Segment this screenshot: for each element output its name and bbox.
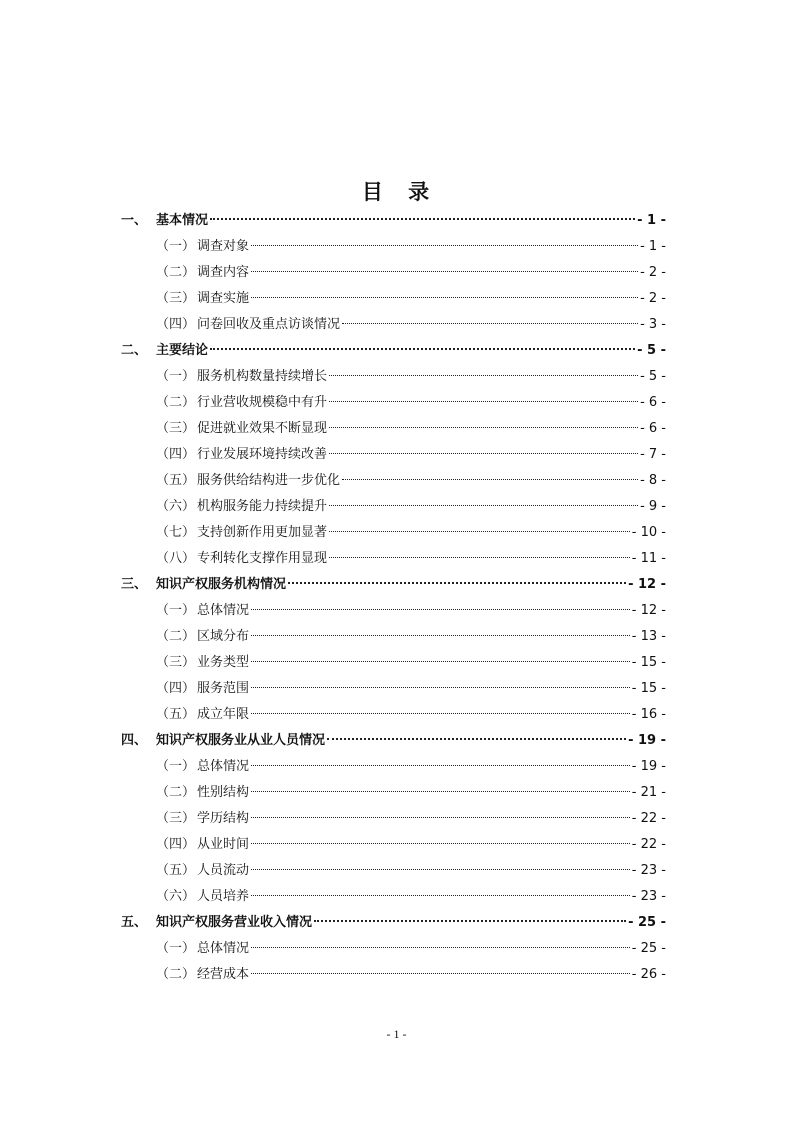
toc-entry-page-number: - 19 - bbox=[628, 733, 666, 748]
toc-section-entry[interactable] bbox=[121, 468, 666, 494]
dot-leader bbox=[251, 609, 630, 610]
toc-entry-number: （一） bbox=[156, 239, 196, 254]
toc-entry-page-number: - 13 - bbox=[631, 629, 666, 644]
dot-leader bbox=[251, 245, 638, 246]
dot-leader bbox=[251, 973, 630, 974]
toc-entry-number: （二） bbox=[156, 785, 196, 800]
dot-leader bbox=[251, 947, 630, 948]
toc-entry-label: 调查对象 bbox=[197, 239, 250, 254]
toc-section-entry[interactable] bbox=[121, 832, 666, 858]
toc-entry-page-number: - 10 - bbox=[631, 525, 666, 540]
toc-entry-page-number: - 8 - bbox=[640, 473, 666, 488]
toc-chapter-entry[interactable] bbox=[121, 910, 666, 936]
toc-section-entry[interactable] bbox=[121, 780, 666, 806]
toc-entry-number: （四） bbox=[156, 837, 196, 852]
toc-entry-number: （五） bbox=[156, 863, 196, 878]
toc-section-entry[interactable] bbox=[121, 442, 666, 468]
dot-leader bbox=[251, 713, 630, 714]
toc-entry-label: 调查内容 bbox=[197, 265, 250, 280]
toc-entry-page-number: - 16 - bbox=[631, 707, 666, 722]
toc-entry-label: 调查实施 bbox=[197, 291, 250, 306]
toc-entry-page-number: - 1 - bbox=[637, 213, 666, 228]
toc-entry-label: 知识产权服务营业收入情况 bbox=[156, 915, 313, 930]
dot-leader bbox=[251, 765, 630, 766]
toc-section-entry[interactable] bbox=[121, 260, 666, 286]
toc-entry-label: 成立年限 bbox=[197, 707, 250, 722]
dot-leader bbox=[251, 635, 630, 636]
toc-section-entry[interactable] bbox=[121, 234, 666, 260]
toc-entry-label: 人员流动 bbox=[197, 863, 250, 878]
toc-entry-number: 四、 bbox=[121, 733, 148, 748]
dot-leader bbox=[329, 453, 638, 454]
toc-entry-page-number: - 5 - bbox=[637, 343, 666, 358]
toc-entry-label: 问卷回收及重点访谈情况 bbox=[197, 317, 341, 332]
dot-leader bbox=[329, 427, 638, 428]
toc-entry-page-number: - 23 - bbox=[631, 889, 666, 904]
toc-entry-number: （二） bbox=[156, 265, 196, 280]
toc-entry-page-number: - 21 - bbox=[631, 785, 666, 800]
toc-chapter-entry[interactable] bbox=[121, 338, 666, 364]
toc-entry-number: （三） bbox=[156, 421, 196, 436]
toc-entry-page-number: - 7 - bbox=[640, 447, 666, 462]
toc-entry-number: （六） bbox=[156, 499, 196, 514]
toc-entry-label: 支持创新作用更加显著 bbox=[197, 525, 328, 540]
toc-entry-label: 业务类型 bbox=[197, 655, 250, 670]
toc-section-entry[interactable] bbox=[121, 520, 666, 546]
toc-entry-label: 总体情况 bbox=[197, 603, 250, 618]
dot-leader bbox=[329, 401, 638, 402]
toc-entry-number: （四） bbox=[156, 681, 196, 696]
toc-entry-page-number: - 22 - bbox=[631, 837, 666, 852]
dot-leader bbox=[327, 738, 626, 740]
dot-leader bbox=[314, 920, 626, 922]
toc-entry-page-number: - 22 - bbox=[631, 811, 666, 826]
toc-entry-number: （一） bbox=[156, 759, 196, 774]
toc-entry-label: 行业发展环境持续改善 bbox=[197, 447, 328, 462]
toc-section-entry[interactable] bbox=[121, 312, 666, 338]
dot-leader bbox=[329, 505, 638, 506]
toc-entry-page-number: - 6 - bbox=[640, 421, 666, 436]
dot-leader bbox=[251, 687, 630, 688]
toc-entry-label: 总体情况 bbox=[197, 759, 250, 774]
toc-entry-page-number: - 5 - bbox=[640, 369, 666, 384]
toc-entry-label: 基本情况 bbox=[156, 213, 209, 228]
toc-entry-label: 专利转化支撑作用显现 bbox=[197, 551, 328, 566]
toc-entry-label: 知识产权服务业从业人员情况 bbox=[156, 733, 326, 748]
toc-section-entry[interactable] bbox=[121, 806, 666, 832]
toc-section-entry[interactable] bbox=[121, 390, 666, 416]
toc-section-entry[interactable] bbox=[121, 624, 666, 650]
toc-entry-number: （三） bbox=[156, 655, 196, 670]
toc-entry-page-number: - 3 - bbox=[640, 317, 666, 332]
toc-entry-number: （二） bbox=[156, 395, 196, 410]
toc-entry-number: 二、 bbox=[121, 343, 148, 358]
dot-leader bbox=[251, 895, 630, 896]
dot-leader bbox=[329, 557, 630, 558]
toc-entry-number: 五、 bbox=[121, 915, 148, 930]
toc-entry-number: 一、 bbox=[121, 213, 148, 228]
dot-leader bbox=[342, 479, 638, 480]
dot-leader bbox=[251, 661, 630, 662]
dot-leader bbox=[210, 348, 635, 350]
dot-leader bbox=[251, 843, 630, 844]
toc-section-entry[interactable] bbox=[121, 598, 666, 624]
toc-entry-page-number: - 6 - bbox=[640, 395, 666, 410]
toc-entry-page-number: - 15 - bbox=[631, 655, 666, 670]
toc-entry-page-number: - 15 - bbox=[631, 681, 666, 696]
toc-entry-page-number: - 25 - bbox=[631, 941, 666, 956]
toc-entry-page-number: - 2 - bbox=[640, 265, 666, 280]
toc-section-entry[interactable] bbox=[121, 676, 666, 702]
toc-entry-number: （五） bbox=[156, 473, 196, 488]
toc-entry-page-number: - 11 - bbox=[631, 551, 666, 566]
toc-section-entry[interactable] bbox=[121, 364, 666, 390]
toc-entry-label: 主要结论 bbox=[156, 343, 209, 358]
dot-leader bbox=[288, 582, 626, 584]
toc-entry-page-number: - 1 - bbox=[640, 239, 666, 254]
toc-chapter-entry[interactable] bbox=[121, 572, 666, 598]
toc-entry-number: （六） bbox=[156, 889, 196, 904]
toc-entry-label: 知识产权服务机构情况 bbox=[156, 577, 287, 592]
toc-entry-number: （一） bbox=[156, 603, 196, 618]
dot-leader bbox=[210, 218, 635, 220]
dot-leader bbox=[329, 531, 630, 532]
toc-entry-number: （三） bbox=[156, 291, 196, 306]
toc-entry-number: （三） bbox=[156, 811, 196, 826]
toc-entry-page-number: - 2 - bbox=[640, 291, 666, 306]
toc-entry-number: （四） bbox=[156, 317, 196, 332]
toc-chapter-entry[interactable] bbox=[121, 208, 666, 234]
toc-chapter-entry[interactable] bbox=[121, 728, 666, 754]
toc-section-entry[interactable] bbox=[121, 962, 666, 988]
toc-section-entry[interactable] bbox=[121, 494, 666, 520]
toc-section-entry[interactable] bbox=[121, 416, 666, 442]
dot-leader bbox=[251, 869, 630, 870]
toc-entry-label: 学历结构 bbox=[197, 811, 250, 826]
toc-entry-label: 人员培养 bbox=[197, 889, 250, 904]
dot-leader bbox=[251, 817, 630, 818]
toc-entry-page-number: - 12 - bbox=[628, 577, 666, 592]
toc-section-entry[interactable] bbox=[121, 884, 666, 910]
dot-leader bbox=[251, 271, 638, 272]
toc-entry-page-number: - 23 - bbox=[631, 863, 666, 878]
toc-section-entry[interactable] bbox=[121, 754, 666, 780]
toc-section-entry[interactable] bbox=[121, 546, 666, 572]
dot-leader bbox=[251, 791, 630, 792]
toc-entry-page-number: - 19 - bbox=[631, 759, 666, 774]
toc-entry-label: 促进就业效果不断显现 bbox=[197, 421, 328, 436]
toc-entry-page-number: - 12 - bbox=[631, 603, 666, 618]
toc-entry-label: 从业时间 bbox=[197, 837, 250, 852]
dot-leader bbox=[251, 297, 638, 298]
toc-entry-label: 性别结构 bbox=[197, 785, 250, 800]
toc-section-entry[interactable] bbox=[121, 286, 666, 312]
toc-entry-number: （五） bbox=[156, 707, 196, 722]
toc-entry-label: 服务范围 bbox=[197, 681, 250, 696]
toc-entry-page-number: - 25 - bbox=[628, 915, 666, 930]
toc-section-entry[interactable] bbox=[121, 650, 666, 676]
toc-entry-label: 经营成本 bbox=[197, 967, 250, 982]
toc-entry-page-number: - 26 - bbox=[631, 967, 666, 982]
toc-entry-number: （四） bbox=[156, 447, 196, 462]
toc-entry-number: 三、 bbox=[121, 577, 148, 592]
toc-entry-number: （二） bbox=[156, 629, 196, 644]
toc-section-entry[interactable] bbox=[121, 858, 666, 884]
toc-entry-number: （八） bbox=[156, 551, 196, 566]
toc-entry-number: （二） bbox=[156, 967, 196, 982]
toc-entry-number: （七） bbox=[156, 525, 196, 540]
toc-entry-label: 服务供给结构进一步优化 bbox=[197, 473, 341, 488]
toc-entry-label: 区域分布 bbox=[197, 629, 250, 644]
toc-entry-label: 总体情况 bbox=[197, 941, 250, 956]
toc-section-entry[interactable] bbox=[121, 702, 666, 728]
footer-page-number: - 1 - bbox=[386, 1027, 407, 1041]
toc-entry-number: （一） bbox=[156, 941, 196, 956]
dot-leader bbox=[342, 323, 638, 324]
table-of-contents bbox=[121, 208, 666, 988]
toc-section-entry[interactable] bbox=[121, 936, 666, 962]
page-title: 目 录 bbox=[361, 180, 432, 204]
toc-entry-page-number: - 9 - bbox=[640, 499, 666, 514]
toc-entry-label: 机构服务能力持续提升 bbox=[197, 499, 328, 514]
toc-entry-label: 服务机构数量持续增长 bbox=[197, 369, 328, 384]
dot-leader bbox=[329, 375, 638, 376]
toc-entry-label: 行业营收规模稳中有升 bbox=[197, 395, 328, 410]
toc-entry-number: （一） bbox=[156, 369, 196, 384]
